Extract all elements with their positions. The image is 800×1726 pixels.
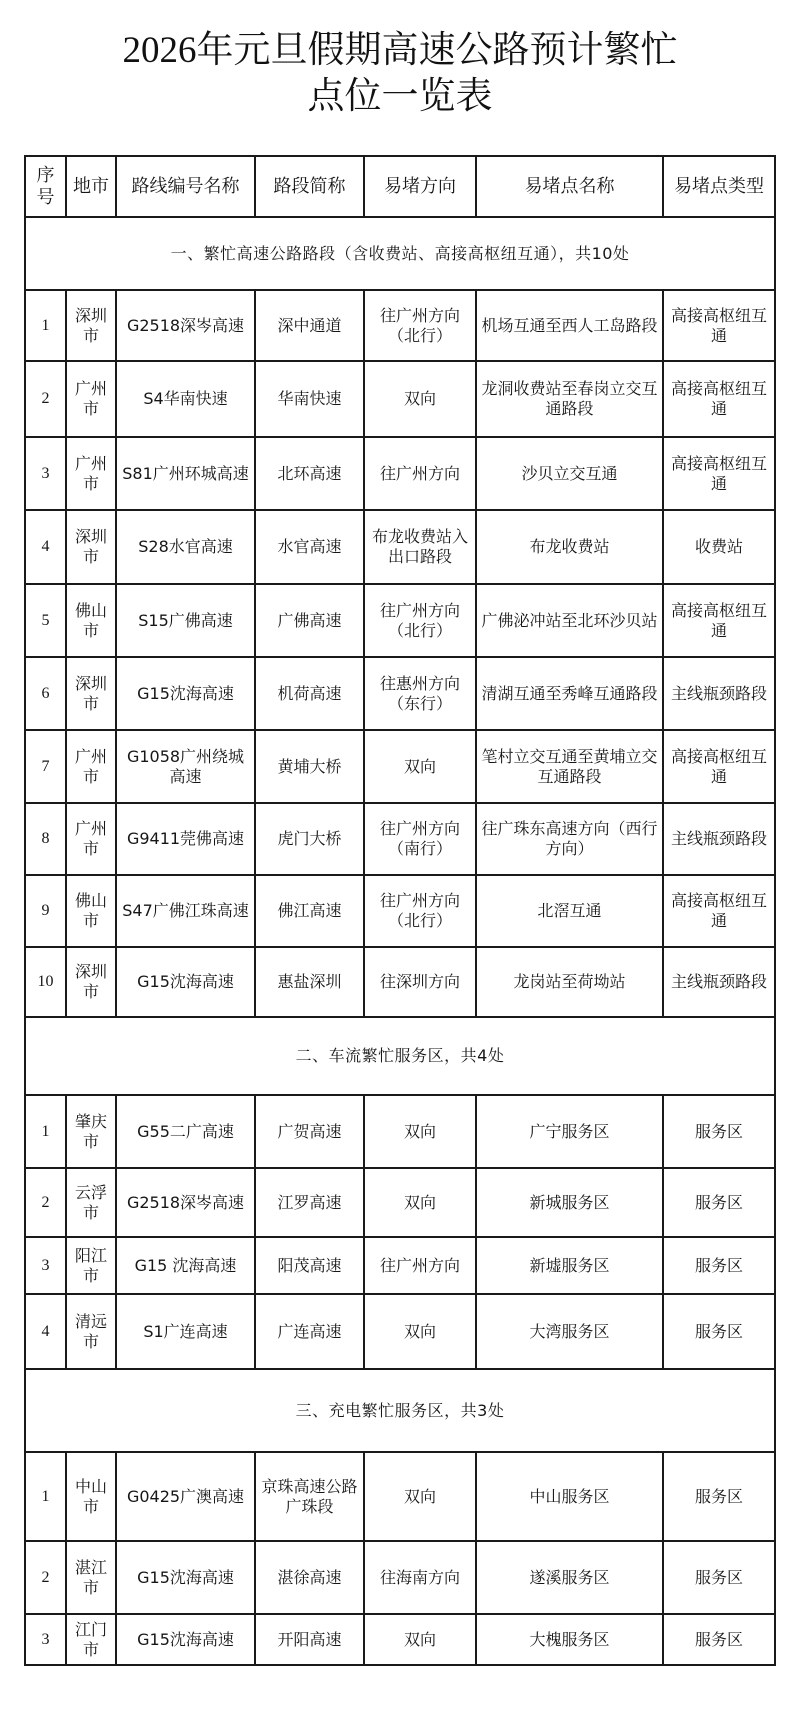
row-number: 4 (25, 1294, 66, 1369)
table-row (25, 730, 775, 803)
row-direction: 双向 (364, 730, 476, 803)
row-point: 北滘互通 (476, 875, 663, 947)
row-segment: 湛徐高速 (255, 1541, 364, 1614)
table-row (25, 1294, 775, 1369)
row-segment: 开阳高速 (255, 1614, 364, 1665)
row-number: 9 (25, 875, 66, 947)
row-point: 沙贝立交互通 (476, 437, 663, 510)
row-number: 1 (25, 1095, 66, 1168)
row-direction: 往广州方向（南行） (364, 803, 476, 875)
table-row (25, 947, 775, 1017)
row-segment: 江罗高速 (255, 1168, 364, 1237)
row-route: S4华南快速 (116, 361, 255, 437)
row-type: 高接高枢纽互通 (663, 875, 775, 947)
row-city: 云浮市 (66, 1168, 116, 1237)
row-route: S15广佛高速 (116, 584, 255, 657)
row-number: 6 (25, 657, 66, 730)
row-segment: 水官高速 (255, 510, 364, 584)
row-direction: 往广州方向 (364, 437, 476, 510)
document-title (0, 28, 800, 120)
row-number: 2 (25, 1541, 66, 1614)
row-route: G15沈海高速 (116, 657, 255, 730)
row-direction: 往广州方向（北行） (364, 584, 476, 657)
row-type: 高接高枢纽互通 (663, 584, 775, 657)
row-type: 服务区 (663, 1541, 775, 1614)
row-route: G15沈海高速 (116, 947, 255, 1017)
row-direction: 双向 (364, 1614, 476, 1665)
row-number: 7 (25, 730, 66, 803)
row-point: 大湾服务区 (476, 1294, 663, 1369)
table-row (25, 1168, 775, 1237)
row-type: 高接高枢纽互通 (663, 361, 775, 437)
row-city: 江门市 (66, 1614, 116, 1665)
row-route: G15沈海高速 (116, 1541, 255, 1614)
row-segment: 北环高速 (255, 437, 364, 510)
table-row (25, 1541, 775, 1614)
row-type: 收费站 (663, 510, 775, 584)
row-route: S28水官高速 (116, 510, 255, 584)
row-type: 主线瓶颈路段 (663, 803, 775, 875)
row-number: 10 (25, 947, 66, 1017)
row-direction: 双向 (364, 1294, 476, 1369)
row-number: 3 (25, 1237, 66, 1294)
row-point: 布龙收费站 (476, 510, 663, 584)
row-direction: 双向 (364, 1168, 476, 1237)
section-title: 三、充电繁忙服务区，共3处 (25, 1369, 775, 1452)
row-number: 1 (25, 290, 66, 361)
row-segment: 华南快速 (255, 361, 364, 437)
table-body (25, 217, 775, 1665)
row-direction: 双向 (364, 361, 476, 437)
table-header-row (25, 156, 775, 217)
row-direction: 往惠州方向（东行） (364, 657, 476, 730)
row-city: 肇庆市 (66, 1095, 116, 1168)
row-point: 新城服务区 (476, 1168, 663, 1237)
row-city: 阳江市 (66, 1237, 116, 1294)
row-point: 龙洞收费站至春岗立交互通路段 (476, 361, 663, 437)
row-segment: 虎门大桥 (255, 803, 364, 875)
table-row (25, 1614, 775, 1665)
table-row (25, 437, 775, 510)
row-direction: 双向 (364, 1095, 476, 1168)
table-row (25, 803, 775, 875)
row-route: G9411莞佛高速 (116, 803, 255, 875)
row-city: 佛山市 (66, 584, 116, 657)
row-direction: 双向 (364, 1452, 476, 1541)
table-row (25, 290, 775, 361)
row-city: 深圳市 (66, 947, 116, 1017)
row-route: G15 沈海高速 (116, 1237, 255, 1294)
header-segment: 路段简称 (255, 156, 364, 217)
row-point: 清湖互通至秀峰互通路段 (476, 657, 663, 730)
row-number: 1 (25, 1452, 66, 1541)
row-segment: 京珠高速公路广珠段 (255, 1452, 364, 1541)
row-type: 高接高枢纽互通 (663, 730, 775, 803)
row-city: 广州市 (66, 803, 116, 875)
row-city: 广州市 (66, 730, 116, 803)
row-number: 5 (25, 584, 66, 657)
row-type: 服务区 (663, 1294, 775, 1369)
row-type: 服务区 (663, 1452, 775, 1541)
section-header-row (25, 1369, 775, 1452)
table-row (25, 1237, 775, 1294)
header-direction: 易堵方向 (364, 156, 476, 217)
row-route: S47广佛江珠高速 (116, 875, 255, 947)
table-row (25, 657, 775, 730)
row-type: 服务区 (663, 1614, 775, 1665)
row-route: G2518深岑高速 (116, 290, 255, 361)
row-city: 佛山市 (66, 875, 116, 947)
row-city: 广州市 (66, 361, 116, 437)
row-number: 2 (25, 361, 66, 437)
table-row (25, 510, 775, 584)
row-segment: 阳茂高速 (255, 1237, 364, 1294)
row-route: S1广连高速 (116, 1294, 255, 1369)
row-route: S81广州环城高速 (116, 437, 255, 510)
section-title: 二、车流繁忙服务区，共4处 (25, 1017, 775, 1095)
row-point: 机场互通至西人工岛路段 (476, 290, 663, 361)
row-direction: 往海南方向 (364, 1541, 476, 1614)
row-direction: 往广州方向（北行） (364, 290, 476, 361)
row-route: G1058广州绕城高速 (116, 730, 255, 803)
row-segment: 佛江高速 (255, 875, 364, 947)
title-line-2: 点位一览表 (307, 76, 493, 117)
row-number: 4 (25, 510, 66, 584)
row-point: 龙岗站至荷坳站 (476, 947, 663, 1017)
row-segment: 惠盐深圳 (255, 947, 364, 1017)
row-point: 广佛泌冲站至北环沙贝站 (476, 584, 663, 657)
row-city: 广州市 (66, 437, 116, 510)
row-point: 笔村立交互通至黄埔立交互通路段 (476, 730, 663, 803)
header-point: 易堵点名称 (476, 156, 663, 217)
header-city: 地市 (66, 156, 116, 217)
row-city: 清远市 (66, 1294, 116, 1369)
row-type: 主线瓶颈路段 (663, 947, 775, 1017)
row-point: 广宁服务区 (476, 1095, 663, 1168)
row-point: 大槐服务区 (476, 1614, 663, 1665)
row-segment: 广贺高速 (255, 1095, 364, 1168)
header-no: 序号 (25, 156, 66, 217)
row-type: 服务区 (663, 1168, 775, 1237)
table-row (25, 584, 775, 657)
row-type: 服务区 (663, 1095, 775, 1168)
row-route: G0425广澳高速 (116, 1452, 255, 1541)
row-segment: 广连高速 (255, 1294, 364, 1369)
row-city: 湛江市 (66, 1541, 116, 1614)
row-segment: 深中通道 (255, 290, 364, 361)
table-row (25, 875, 775, 947)
table-row (25, 1452, 775, 1541)
header-route: 路线编号名称 (116, 156, 255, 217)
row-direction: 往广州方向（北行） (364, 875, 476, 947)
header-type: 易堵点类型 (663, 156, 775, 217)
row-route: G2518深岑高速 (116, 1168, 255, 1237)
row-city: 深圳市 (66, 510, 116, 584)
table-row (25, 1095, 775, 1168)
row-type: 高接高枢纽互通 (663, 290, 775, 361)
row-route: G55二广高速 (116, 1095, 255, 1168)
row-point: 往广珠东高速方向（西行方向） (476, 803, 663, 875)
row-segment: 黄埔大桥 (255, 730, 364, 803)
row-number: 2 (25, 1168, 66, 1237)
table-row (25, 361, 775, 437)
congestion-points-table (24, 155, 776, 1666)
section-header-row (25, 217, 775, 290)
row-direction: 往深圳方向 (364, 947, 476, 1017)
row-type: 主线瓶颈路段 (663, 657, 775, 730)
row-point: 中山服务区 (476, 1452, 663, 1541)
row-segment: 广佛高速 (255, 584, 364, 657)
section-header-row (25, 1017, 775, 1095)
row-number: 3 (25, 437, 66, 510)
row-number: 3 (25, 1614, 66, 1665)
row-direction: 往广州方向 (364, 1237, 476, 1294)
row-number: 8 (25, 803, 66, 875)
row-city: 中山市 (66, 1452, 116, 1541)
row-point: 新墟服务区 (476, 1237, 663, 1294)
section-title: 一、繁忙高速公路路段（含收费站、高接高枢纽互通），共10处 (25, 217, 775, 290)
row-type: 服务区 (663, 1237, 775, 1294)
row-city: 深圳市 (66, 290, 116, 361)
title-line-1: 2026年元旦假期高速公路预计繁忙 (122, 30, 678, 71)
row-segment: 机荷高速 (255, 657, 364, 730)
row-point: 遂溪服务区 (476, 1541, 663, 1614)
row-route: G15沈海高速 (116, 1614, 255, 1665)
row-direction: 布龙收费站入出口路段 (364, 510, 476, 584)
row-city: 深圳市 (66, 657, 116, 730)
row-type: 高接高枢纽互通 (663, 437, 775, 510)
